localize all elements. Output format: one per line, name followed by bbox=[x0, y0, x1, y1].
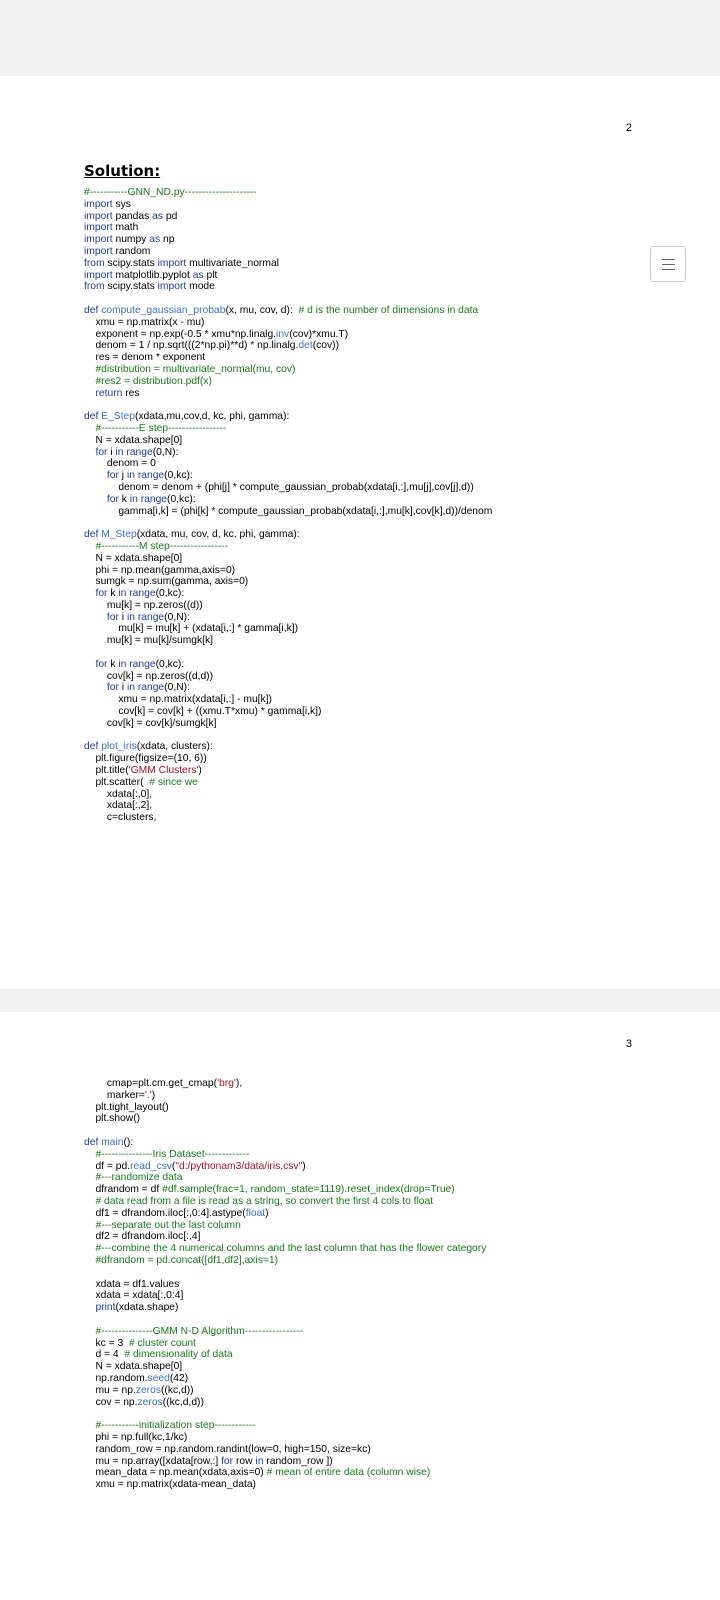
code-token: as bbox=[152, 210, 164, 222]
code-line bbox=[84, 1090, 486, 1102]
code-token: plot_iris bbox=[101, 741, 137, 753]
code-token: mu[k] = mu[k]/sumgk[k] bbox=[84, 635, 214, 647]
code-token: mu[k] = np.zeros((d)) bbox=[84, 599, 203, 611]
code-token: N = xdata.shape[0] bbox=[84, 1361, 183, 1373]
document-page-2 bbox=[0, 76, 720, 989]
code-token: def bbox=[84, 741, 99, 753]
blank-line bbox=[84, 1125, 486, 1137]
code-token: range bbox=[137, 611, 165, 623]
code-token: read_csv bbox=[130, 1160, 172, 1172]
code-line bbox=[84, 1361, 486, 1373]
code-token: xdata = xdata[:,0:4] bbox=[84, 1290, 184, 1302]
code-line bbox=[84, 623, 492, 635]
menu-button[interactable] bbox=[650, 246, 686, 282]
code-token: denom = 1 / np.sqrt(((2*np.pi)**d) * np.linalg. bbox=[84, 340, 299, 352]
code-token: sys bbox=[112, 198, 131, 210]
code-token: def bbox=[84, 529, 99, 541]
code-line bbox=[84, 1302, 486, 1314]
code-token: ) bbox=[302, 1160, 306, 1172]
code-token: for bbox=[106, 682, 119, 694]
code-line bbox=[84, 211, 492, 223]
code-token: compute_gaussian_probab bbox=[101, 304, 226, 316]
code-token: #---------------GMM N-D Algorithm----------------- bbox=[84, 1325, 304, 1337]
code-token: # mean of entire data (column wise) bbox=[266, 1467, 431, 1479]
code-line bbox=[84, 246, 492, 258]
code-token: 'GMM Clusters' bbox=[128, 765, 199, 777]
code-token: import bbox=[157, 257, 187, 269]
document-page-3 bbox=[0, 1012, 720, 1600]
code-token: #---------------Iris Dataset------------- bbox=[84, 1148, 250, 1160]
code-line bbox=[84, 1326, 486, 1338]
code-token: det bbox=[298, 340, 313, 352]
code-token bbox=[84, 470, 107, 481]
code-token: (xdata, mu, cov, d, kc, phi, gamma): bbox=[136, 529, 300, 541]
code-token: #dfrandom = pd.concat([df1,df2],axis=1) bbox=[84, 1254, 279, 1266]
code-token: gamma[i,k] = (phi[k] * compute_gaussian_probab(xdata[i,:],mu[k],cov[k],d))/denom bbox=[84, 505, 493, 517]
code-line bbox=[84, 541, 492, 553]
code-token: plt.show() bbox=[84, 1113, 141, 1125]
code-token: in bbox=[126, 682, 135, 694]
code-token: range bbox=[140, 493, 168, 505]
code-token: for bbox=[106, 611, 119, 623]
code-line bbox=[84, 612, 492, 624]
code-token: main bbox=[101, 1136, 124, 1148]
code-line bbox=[84, 1149, 486, 1161]
code-token: cmap=plt.cm.get_cmap( bbox=[84, 1078, 218, 1089]
code-token: (42) bbox=[169, 1372, 189, 1384]
code-token: for bbox=[95, 588, 108, 600]
code-token: in bbox=[118, 658, 127, 670]
code-token: import bbox=[84, 269, 113, 281]
code-line bbox=[84, 777, 492, 789]
code-token: phi = np.full(kc,1/kc) bbox=[84, 1431, 188, 1443]
code-token: (): bbox=[123, 1136, 134, 1148]
code-token: mu = np.array([xdata[row,:] bbox=[84, 1455, 222, 1467]
code-token: plt.title( bbox=[84, 765, 129, 777]
code-token: def bbox=[84, 411, 99, 423]
code-token: xmu = np.matrix(xdata-mean_data) bbox=[84, 1479, 256, 1491]
code-token: xdata[:,0], bbox=[84, 788, 153, 800]
code-line bbox=[84, 1113, 486, 1125]
blank-line bbox=[84, 730, 492, 742]
code-token: # data read from a file is read as a string, so convert the first 4 cols to float bbox=[84, 1195, 434, 1207]
code-token: "d:/pythonam3/data/iris.csv" bbox=[175, 1160, 303, 1172]
code-block bbox=[84, 1078, 486, 1491]
code-line bbox=[84, 682, 492, 694]
code-block bbox=[84, 187, 492, 824]
code-token: from bbox=[84, 257, 105, 269]
code-token: float bbox=[245, 1207, 266, 1219]
code-token: import bbox=[157, 281, 187, 293]
code-token: denom = denom + (phi[j] * compute_gaussian_probab(xdata[i,:],mu[j],cov[j],d)) bbox=[84, 481, 474, 493]
code-token: for bbox=[106, 470, 119, 482]
code-line bbox=[84, 753, 492, 765]
code-line bbox=[84, 1290, 486, 1302]
code-token: res bbox=[122, 387, 140, 399]
code-token: ((kc,d,d)) bbox=[162, 1396, 204, 1408]
code-line bbox=[84, 1385, 486, 1397]
code-token: zeros bbox=[135, 1384, 161, 1396]
code-line bbox=[84, 565, 492, 577]
code-token: in bbox=[126, 611, 135, 623]
code-line bbox=[84, 352, 492, 364]
code-token: (0,kc): bbox=[155, 658, 185, 670]
code-line bbox=[84, 1220, 486, 1232]
code-token: (cov)*xmu.T) bbox=[289, 328, 349, 340]
code-line bbox=[84, 812, 492, 824]
code-line bbox=[84, 1338, 486, 1350]
code-token: seed bbox=[147, 1372, 170, 1384]
code-line bbox=[84, 435, 492, 447]
code-token: # d is the number of dimensions in data bbox=[298, 304, 479, 316]
code-token: (cov)) bbox=[312, 340, 339, 352]
code-line bbox=[84, 588, 492, 600]
code-line bbox=[84, 317, 492, 329]
code-token: xdata = df1.values bbox=[84, 1278, 180, 1290]
code-token bbox=[84, 447, 95, 458]
code-line bbox=[84, 222, 492, 234]
code-token: exponent = np.exp(-0.5 * xmu*np.linalg. bbox=[84, 328, 277, 340]
code-token: # since we bbox=[149, 776, 198, 788]
code-line bbox=[84, 1255, 486, 1267]
code-token: np bbox=[160, 234, 175, 246]
code-line bbox=[84, 1349, 486, 1361]
code-token: mu[k] = mu[k] + (xdata[i,:] * gamma[i,k]) bbox=[84, 623, 299, 635]
code-token: matplotlib.pyplot bbox=[112, 269, 193, 281]
code-token: np.random. bbox=[84, 1372, 148, 1384]
code-line bbox=[84, 576, 492, 588]
code-token: E_Step bbox=[101, 411, 135, 423]
code-token: cov[k] = np.zeros((d,d)) bbox=[84, 670, 214, 682]
code-token: (xdata, clusters): bbox=[136, 741, 213, 753]
code-token: range bbox=[129, 588, 156, 600]
hamburger-icon-bar bbox=[662, 259, 675, 260]
code-token: k bbox=[107, 658, 119, 670]
code-line bbox=[84, 470, 492, 482]
code-token: pandas bbox=[112, 210, 153, 222]
code-line bbox=[84, 1208, 486, 1220]
code-token: (0,kc): bbox=[164, 470, 193, 482]
code-token: mu = np. bbox=[84, 1384, 136, 1396]
code-token: zeros bbox=[137, 1396, 163, 1408]
code-token: def bbox=[84, 304, 99, 316]
code-line bbox=[84, 671, 492, 683]
code-token: (0,kc): bbox=[155, 588, 185, 600]
code-token: kc = 3 bbox=[84, 1337, 129, 1349]
code-token: phi = np.mean(gamma,axis=0) bbox=[84, 564, 236, 576]
code-line bbox=[84, 1397, 486, 1409]
code-line bbox=[84, 187, 492, 199]
code-line bbox=[84, 329, 492, 341]
code-token: scipy.stats bbox=[104, 281, 158, 293]
code-token: k bbox=[118, 493, 130, 505]
blank-line bbox=[84, 399, 492, 411]
code-line bbox=[84, 1172, 486, 1184]
code-line bbox=[84, 659, 492, 671]
code-token: #-----------initialization step------------ bbox=[84, 1420, 256, 1432]
code-line bbox=[84, 1444, 486, 1456]
code-token: from bbox=[84, 281, 105, 293]
code-line bbox=[84, 1137, 486, 1149]
code-token: df1 = dfrandom.iloc[:,0:4].astype( bbox=[84, 1207, 246, 1219]
code-token: for bbox=[95, 658, 108, 670]
blank-line bbox=[84, 1408, 486, 1420]
code-token: sumgk = np.sum(gamma, axis=0) bbox=[84, 576, 249, 588]
code-token: as bbox=[192, 269, 204, 281]
code-line bbox=[84, 706, 492, 718]
code-token: #res2 = distribution.pdf(x) bbox=[84, 375, 212, 387]
blank-line bbox=[84, 1314, 486, 1326]
code-line bbox=[84, 800, 492, 812]
solution-heading: Solution: bbox=[84, 162, 161, 180]
code-token: (0,N): bbox=[164, 682, 190, 694]
code-token: for bbox=[95, 446, 108, 458]
page-number: 3 bbox=[625, 1038, 632, 1050]
code-token: c=clusters, bbox=[84, 812, 157, 824]
code-line bbox=[84, 1243, 486, 1255]
code-line bbox=[84, 270, 492, 282]
code-token: (0,kc): bbox=[167, 493, 196, 505]
code-line bbox=[84, 765, 492, 777]
code-token: # cluster count bbox=[128, 1337, 196, 1349]
code-line bbox=[84, 1231, 486, 1243]
code-token bbox=[84, 612, 107, 623]
code-token: ), bbox=[235, 1078, 243, 1089]
code-line bbox=[84, 423, 492, 435]
code-token: xmu = np.matrix(x - mu) bbox=[84, 316, 205, 328]
code-line bbox=[84, 506, 492, 518]
code-token: #-----------GNN_ND.py--------------------- bbox=[84, 187, 257, 198]
code-token: in bbox=[255, 1455, 264, 1467]
code-token: random_row = np.random.randint(low=0, high=150, size=kc) bbox=[84, 1443, 371, 1455]
code-line bbox=[84, 1456, 486, 1468]
code-line bbox=[84, 1279, 486, 1291]
code-token: xdata[:,2], bbox=[84, 800, 153, 812]
code-token: import bbox=[84, 198, 113, 210]
code-token: cov = np. bbox=[84, 1396, 138, 1408]
code-line bbox=[84, 1467, 486, 1479]
code-line bbox=[84, 494, 492, 506]
code-token: #df.sample(frac=1, random_state=1119).reset_index(drop=True) bbox=[162, 1184, 455, 1196]
code-token: import bbox=[84, 222, 113, 234]
code-line bbox=[84, 600, 492, 612]
code-token: range bbox=[137, 470, 165, 482]
code-token: import bbox=[84, 245, 113, 257]
code-line bbox=[84, 718, 492, 730]
page-number: 2 bbox=[625, 122, 632, 134]
code-token: res = denom * exponent bbox=[84, 352, 206, 364]
code-token: #---separate out the last column bbox=[84, 1219, 241, 1231]
code-line bbox=[84, 258, 492, 270]
code-token: xmu = np.matrix(xdata[i,:] - mu[k]) bbox=[84, 694, 272, 706]
code-line bbox=[84, 411, 492, 423]
code-token: ) bbox=[265, 1207, 269, 1219]
code-line bbox=[84, 1102, 486, 1114]
code-token bbox=[84, 388, 95, 399]
code-token bbox=[84, 1302, 95, 1313]
code-token: (x, mu, cov, d): bbox=[225, 304, 299, 316]
code-token: denom = 0 bbox=[84, 458, 156, 470]
code-line bbox=[84, 458, 492, 470]
code-line bbox=[84, 789, 492, 801]
code-token: import bbox=[84, 234, 113, 246]
code-token: N = xdata.shape[0] bbox=[84, 434, 183, 446]
code-line bbox=[84, 1184, 486, 1196]
code-token: for bbox=[221, 1455, 234, 1467]
code-token: #distribution = multivariate_normal(mu, cov) bbox=[84, 363, 296, 375]
code-token: row bbox=[233, 1455, 256, 1467]
code-token: (xdata.shape) bbox=[115, 1302, 179, 1314]
blank-line bbox=[84, 293, 492, 305]
code-token: plt.figure(figsize=(10, 6)) bbox=[84, 753, 207, 765]
code-line bbox=[84, 1161, 486, 1173]
code-token: #---combine the 4 numerical columns and the last column that has the flower category bbox=[84, 1243, 487, 1255]
code-line bbox=[84, 741, 492, 753]
code-token: print bbox=[95, 1302, 116, 1314]
code-token: cov[k] = cov[k]/sumgk[k] bbox=[84, 717, 217, 729]
code-token: in bbox=[118, 588, 127, 600]
code-token: range bbox=[126, 446, 153, 458]
code-line bbox=[84, 281, 492, 293]
code-line bbox=[84, 1479, 486, 1491]
code-token: pd bbox=[163, 210, 178, 222]
code-line bbox=[84, 388, 492, 400]
code-line bbox=[84, 553, 492, 565]
code-token: ) bbox=[198, 765, 202, 777]
code-token: M_Step bbox=[101, 529, 137, 541]
code-token bbox=[84, 659, 95, 670]
code-token: range bbox=[129, 658, 156, 670]
code-token: for bbox=[106, 493, 119, 505]
code-token: in bbox=[129, 493, 138, 505]
code-token: mean_data = np.mean(xdata,axis=0) bbox=[84, 1467, 267, 1479]
code-token: #-----------E step----------------- bbox=[84, 422, 227, 434]
code-token: d = 4 bbox=[84, 1349, 125, 1361]
code-line bbox=[84, 199, 492, 211]
code-line bbox=[84, 694, 492, 706]
code-line bbox=[84, 305, 492, 317]
code-token: as bbox=[149, 234, 161, 246]
code-line bbox=[84, 1432, 486, 1444]
code-line bbox=[84, 340, 492, 352]
code-token: multivariate_normal bbox=[186, 257, 279, 269]
code-token: ((kc,d)) bbox=[160, 1384, 194, 1396]
code-token bbox=[84, 588, 95, 599]
code-token: return bbox=[95, 387, 123, 399]
hamburger-icon-bar bbox=[662, 264, 675, 265]
code-token bbox=[84, 494, 107, 505]
code-token: df = pd. bbox=[84, 1160, 131, 1172]
code-line bbox=[84, 447, 492, 459]
code-token: import bbox=[84, 210, 113, 222]
code-token: inv bbox=[276, 328, 290, 340]
code-line bbox=[84, 1078, 486, 1090]
code-line bbox=[84, 364, 492, 376]
code-token: i bbox=[118, 682, 127, 694]
code-line bbox=[84, 1196, 486, 1208]
code-line bbox=[84, 529, 492, 541]
code-token: def bbox=[84, 1136, 99, 1148]
code-line bbox=[84, 234, 492, 246]
code-token: (0,N): bbox=[152, 446, 179, 458]
code-token: # dimensionality of data bbox=[124, 1349, 233, 1361]
code-line bbox=[84, 635, 492, 647]
code-token: i bbox=[118, 611, 127, 623]
blank-line bbox=[84, 647, 492, 659]
blank-line bbox=[84, 517, 492, 529]
code-token: in bbox=[115, 446, 124, 458]
blank-line bbox=[84, 1267, 486, 1279]
code-token: '.' bbox=[144, 1089, 152, 1101]
code-token: cov[k] = cov[k] + ((xmu.T*xmu) * gamma[i,k]) bbox=[84, 706, 322, 718]
code-token: k bbox=[107, 588, 119, 600]
code-token: N = xdata.shape[0] bbox=[84, 552, 183, 564]
code-line bbox=[84, 376, 492, 388]
code-token: plt bbox=[203, 269, 218, 281]
code-token: #-----------M step----------------- bbox=[84, 540, 229, 552]
code-token: plt.tight_layout() bbox=[84, 1101, 169, 1113]
code-token: (xdata,mu,cov,d, kc, phi, gamma): bbox=[134, 411, 290, 423]
code-token: in bbox=[126, 470, 135, 482]
code-line bbox=[84, 482, 492, 494]
code-token: ) bbox=[151, 1089, 156, 1101]
code-line bbox=[84, 1420, 486, 1432]
code-token: range bbox=[137, 682, 165, 694]
code-token: j bbox=[118, 470, 127, 482]
code-token: numpy bbox=[112, 234, 150, 246]
code-token: plt.scatter( bbox=[84, 776, 150, 788]
code-token: scipy.stats bbox=[104, 257, 158, 269]
code-token: math bbox=[112, 222, 139, 234]
code-token: 'brg' bbox=[217, 1078, 236, 1089]
code-token: ( bbox=[171, 1160, 176, 1172]
code-token: random_row ]) bbox=[263, 1455, 333, 1467]
code-token: i bbox=[107, 446, 116, 458]
hamburger-icon-bar bbox=[662, 269, 675, 270]
code-token: (0,N): bbox=[164, 611, 190, 623]
code-token: random bbox=[112, 245, 151, 257]
code-token bbox=[84, 682, 107, 693]
code-line bbox=[84, 1373, 486, 1385]
code-token: mode bbox=[186, 281, 215, 293]
code-token: #---randomize data bbox=[84, 1172, 183, 1184]
code-token: dfrandom = df bbox=[84, 1184, 163, 1196]
code-token: marker= bbox=[84, 1089, 145, 1101]
code-token: df2 = dfrandom.iloc[:,4] bbox=[84, 1231, 201, 1243]
